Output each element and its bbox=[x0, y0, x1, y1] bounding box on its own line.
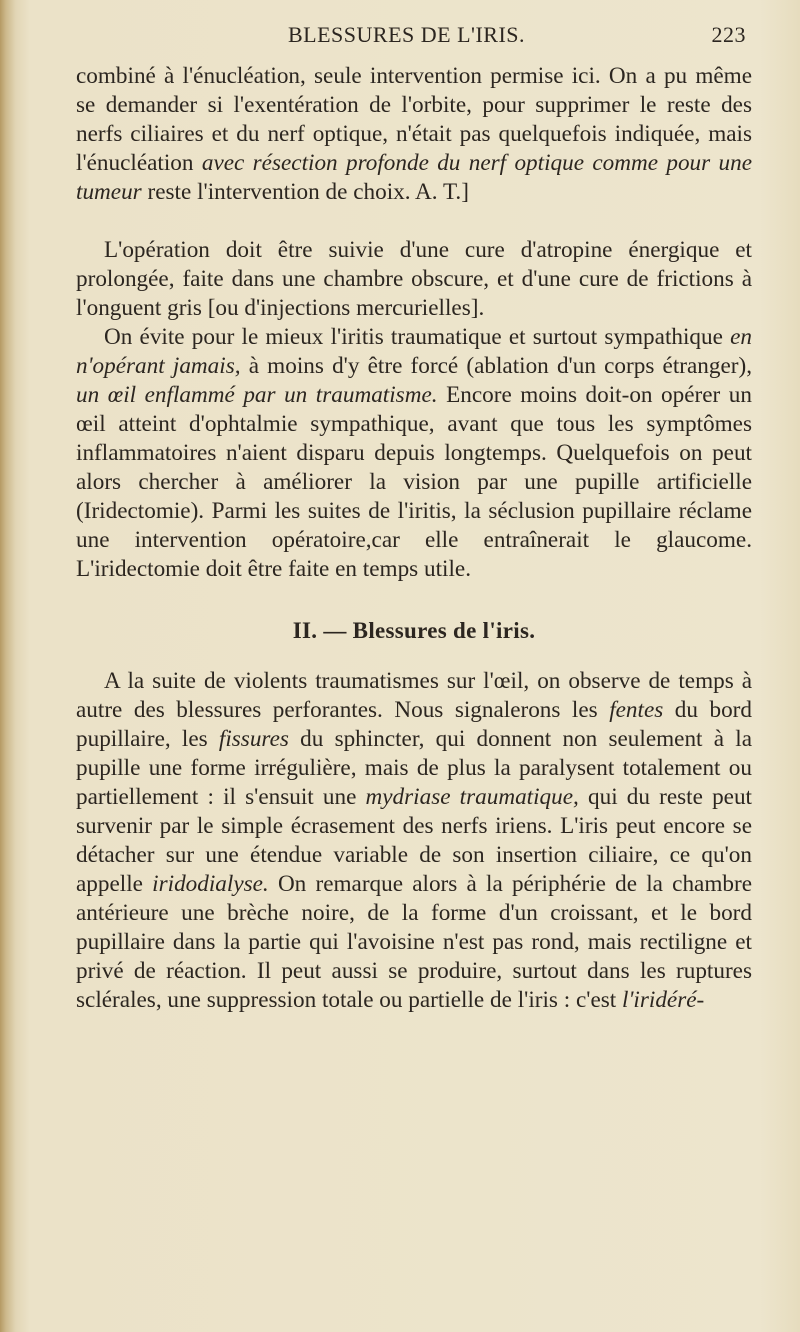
italic-run: mydriase traumatique, bbox=[365, 784, 579, 810]
text-run: Encore moins doit-on opérer un œil atteint d'ophtalmie sympathique, avant que tous les symptômes inflammatoires n'aient disparu depuis longtemps. Quelquefois on peut alors chercher à améliorer la vision par une pupille artificielle (Iridectomie). Parmi les suites de l'iritis, la séclusion pupillaire réclame une intervention opératoire,car elle entraînerait le glaucome. L'iridectomie doit être faite en temps utile. bbox=[76, 382, 752, 582]
text-run: à moins d'y être forcé (ablation d'un corps étranger), bbox=[240, 353, 752, 379]
text-run: L'opération doit être suivie d'une cure d'atropine énergique et prolongée, faite dans une chambre obscure, et d'une cure de frictions à l'onguent gris [ou d'injections mercurielles]. bbox=[76, 237, 752, 321]
text-run: qui du reste peut survenir par le simple écrasement des nerfs iriens. L'iris peut encore se détacher sur une étendue variable de son insertion ciliaire, ce qu'on appelle bbox=[76, 784, 752, 897]
page-header bbox=[0, 20, 800, 52]
paragraph-continuation bbox=[76, 62, 752, 207]
text-run: On évite pour le mieux l'iritis traumatique et surtout sympathique bbox=[104, 324, 731, 350]
section-heading: II. — Blessures de l'iris. bbox=[292, 618, 536, 643]
page-number: 223 bbox=[711, 22, 746, 47]
italic-run: fissures bbox=[218, 726, 289, 752]
paragraph-wounds bbox=[76, 667, 752, 1015]
text-run: On remarque alors à la périphérie de la chambre antérieure une brèche noire, de la forme d'un croissant, et le bord pupillaire dans la partie qui l'avoisine n'est pas rond, mais rectiligne et privé de réaction. Il peut aussi se produire, surtout dans les ruptures sclérales, une suppression totale ou partielle de l'iris : c'est bbox=[76, 871, 752, 1013]
running-title: BLESSURES DE L'IRIS. bbox=[288, 22, 526, 47]
text-run: combiné à l'énucléation, seule intervention permise ici. On a pu même se demander si l'exentération de l'orbite, pour supprimer le reste des nerfs ciliaires et du nerf optique, n'était pas quelquefois indiquée, mais l'énucléation bbox=[76, 63, 752, 176]
italic-run: iridodialyse. bbox=[152, 871, 269, 897]
body-text bbox=[76, 62, 752, 1015]
italic-run: un œil enflammé par un traumatisme. bbox=[76, 382, 438, 408]
paragraph-operation bbox=[76, 236, 752, 323]
italic-run: fentes bbox=[609, 697, 664, 723]
italic-run: en n'opérant jamais, bbox=[76, 324, 752, 379]
text-run: du sphincter, qui donnent non seulement à la pupille une forme irrégulière, mais de plus la paralysent totalement ou partiellement : il s'ensuit une bbox=[76, 726, 752, 810]
text-run: du bord pupillaire, les bbox=[76, 697, 752, 752]
paragraph-iritis bbox=[76, 323, 752, 584]
text-run: reste l'intervention de choix. A. T.] bbox=[141, 179, 469, 205]
text-run: A la suite de violents traumatismes sur l'œil, on observe de temps à autre des blessures perforantes. Nous signalerons les bbox=[76, 668, 752, 723]
italic-run: avec résection profonde du nerf optique comme pour une tumeur bbox=[76, 150, 752, 205]
italic-run: l'iridéré- bbox=[622, 987, 705, 1013]
